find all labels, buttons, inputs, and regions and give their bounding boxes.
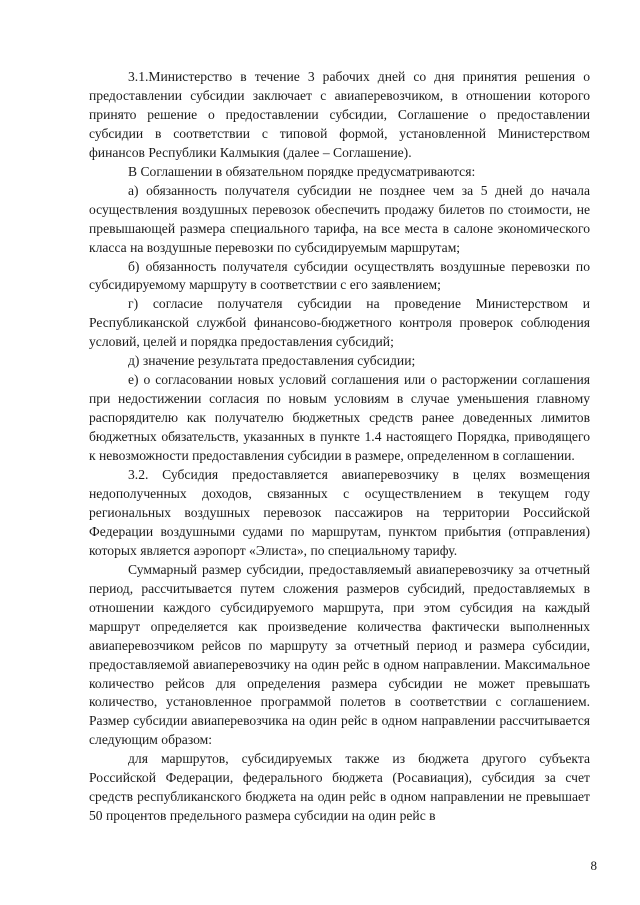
page-number: 8 (590, 858, 597, 873)
paragraph-item-a: а) обязанность получателя субсидии не позднее чем за 5 дней до начала осуществления воздушных перевозок обеспечить продажу билетов по стоимости, не превышающей размера специального тарифа, на все места в салоне экономического класса на воздушные перевозки по субсидируемым маршрутам; (89, 182, 590, 255)
paragraph-3-2-subsidy: 3.2. Субсидия предоставляется авиаперевозчику в целях возмещения недополученных доходов, связанных с осуществлением в текущем году региональных воздушных перевозок пассажиров на территории Российской Федерации воздушными судами по маршрутам, пунктом прибытия (отправления) которых является аэропорт «Элиста», по специальному тарифу. (89, 467, 590, 558)
paragraph-item-e: е) о согласовании новых условий соглашения или о расторжении соглашения при недостижении согласия по новым условиям в случае уменьшения главному распорядителю как получателю бюджетных средств ранее доведенных лимитов бюджетных обязательств, указанных в пункте 1.4 настоящего Порядка, приводящего к невозможности предоставления субсидии в размере, определенном в соглашении. (89, 372, 590, 464)
paragraph-total-subsidy: Суммарный размер субсидии, предоставляемый авиаперевозчику за отчетный период, рассчитывается путем сложения размеров субсидий, предоставляемых в отношении каждого субсидируемого маршрута, при этом субсидия на каждый маршрут определяется как произведение количества фактически выполненных авиаперевозчиком рейсов по маршруту за отчетный период и размера субсидии, предоставляемой авиаперевозчику на один рейс в одном направлении. Максимальное количество рейсов для определения размера субсидии не может превышать количество, установленное программой полетов в соответствии с соглашением. Размер субсидии авиаперевозчика на один рейс в одном направлении рассчитывается следующим образом: (89, 561, 590, 748)
paragraph-agreement-provisions: В Соглашении в обязательном порядке предусматриваются: (128, 163, 476, 179)
paragraph-item-b: б) обязанность получателя субсидии осуществлять воздушные перевозки по субсидируемому маршруту в соответствии с его заявлением; (89, 258, 590, 293)
paragraph-item-g: г) согласие получателя субсидии на проведение Министерством и Республиканской службой финансово-бюджетного контроля проверок соблюдения условий, целей и порядка предоставления субсидий; (89, 296, 590, 350)
paragraph-routes-other-budget: для маршрутов, субсидируемых также из бюджета другого субъекта Российской Федерации, федерального бюджета (Росавиация), субсидия за счет средств республиканского бюджета на один рейс в одном направлении не превышает 50 процентов предельного размера субсидии на один рейс в (89, 751, 590, 824)
document-body (89, 68, 590, 826)
paragraph-item-d: д) значение результата предоставления субсидии; (128, 353, 416, 369)
paragraph-3-1-agreement: 3.1.Министерство в течение 3 рабочих дней со дня принятия решения о предоставлении субсидии заключает с авиаперевозчиком, в отношении которого принято решение о предоставлении субсидии, Соглашение о предоставлении субсидии в соответствии с типовой формой, установленной Министерством финансов Республики Калмыкия (далее – Соглашение). (89, 69, 590, 160)
